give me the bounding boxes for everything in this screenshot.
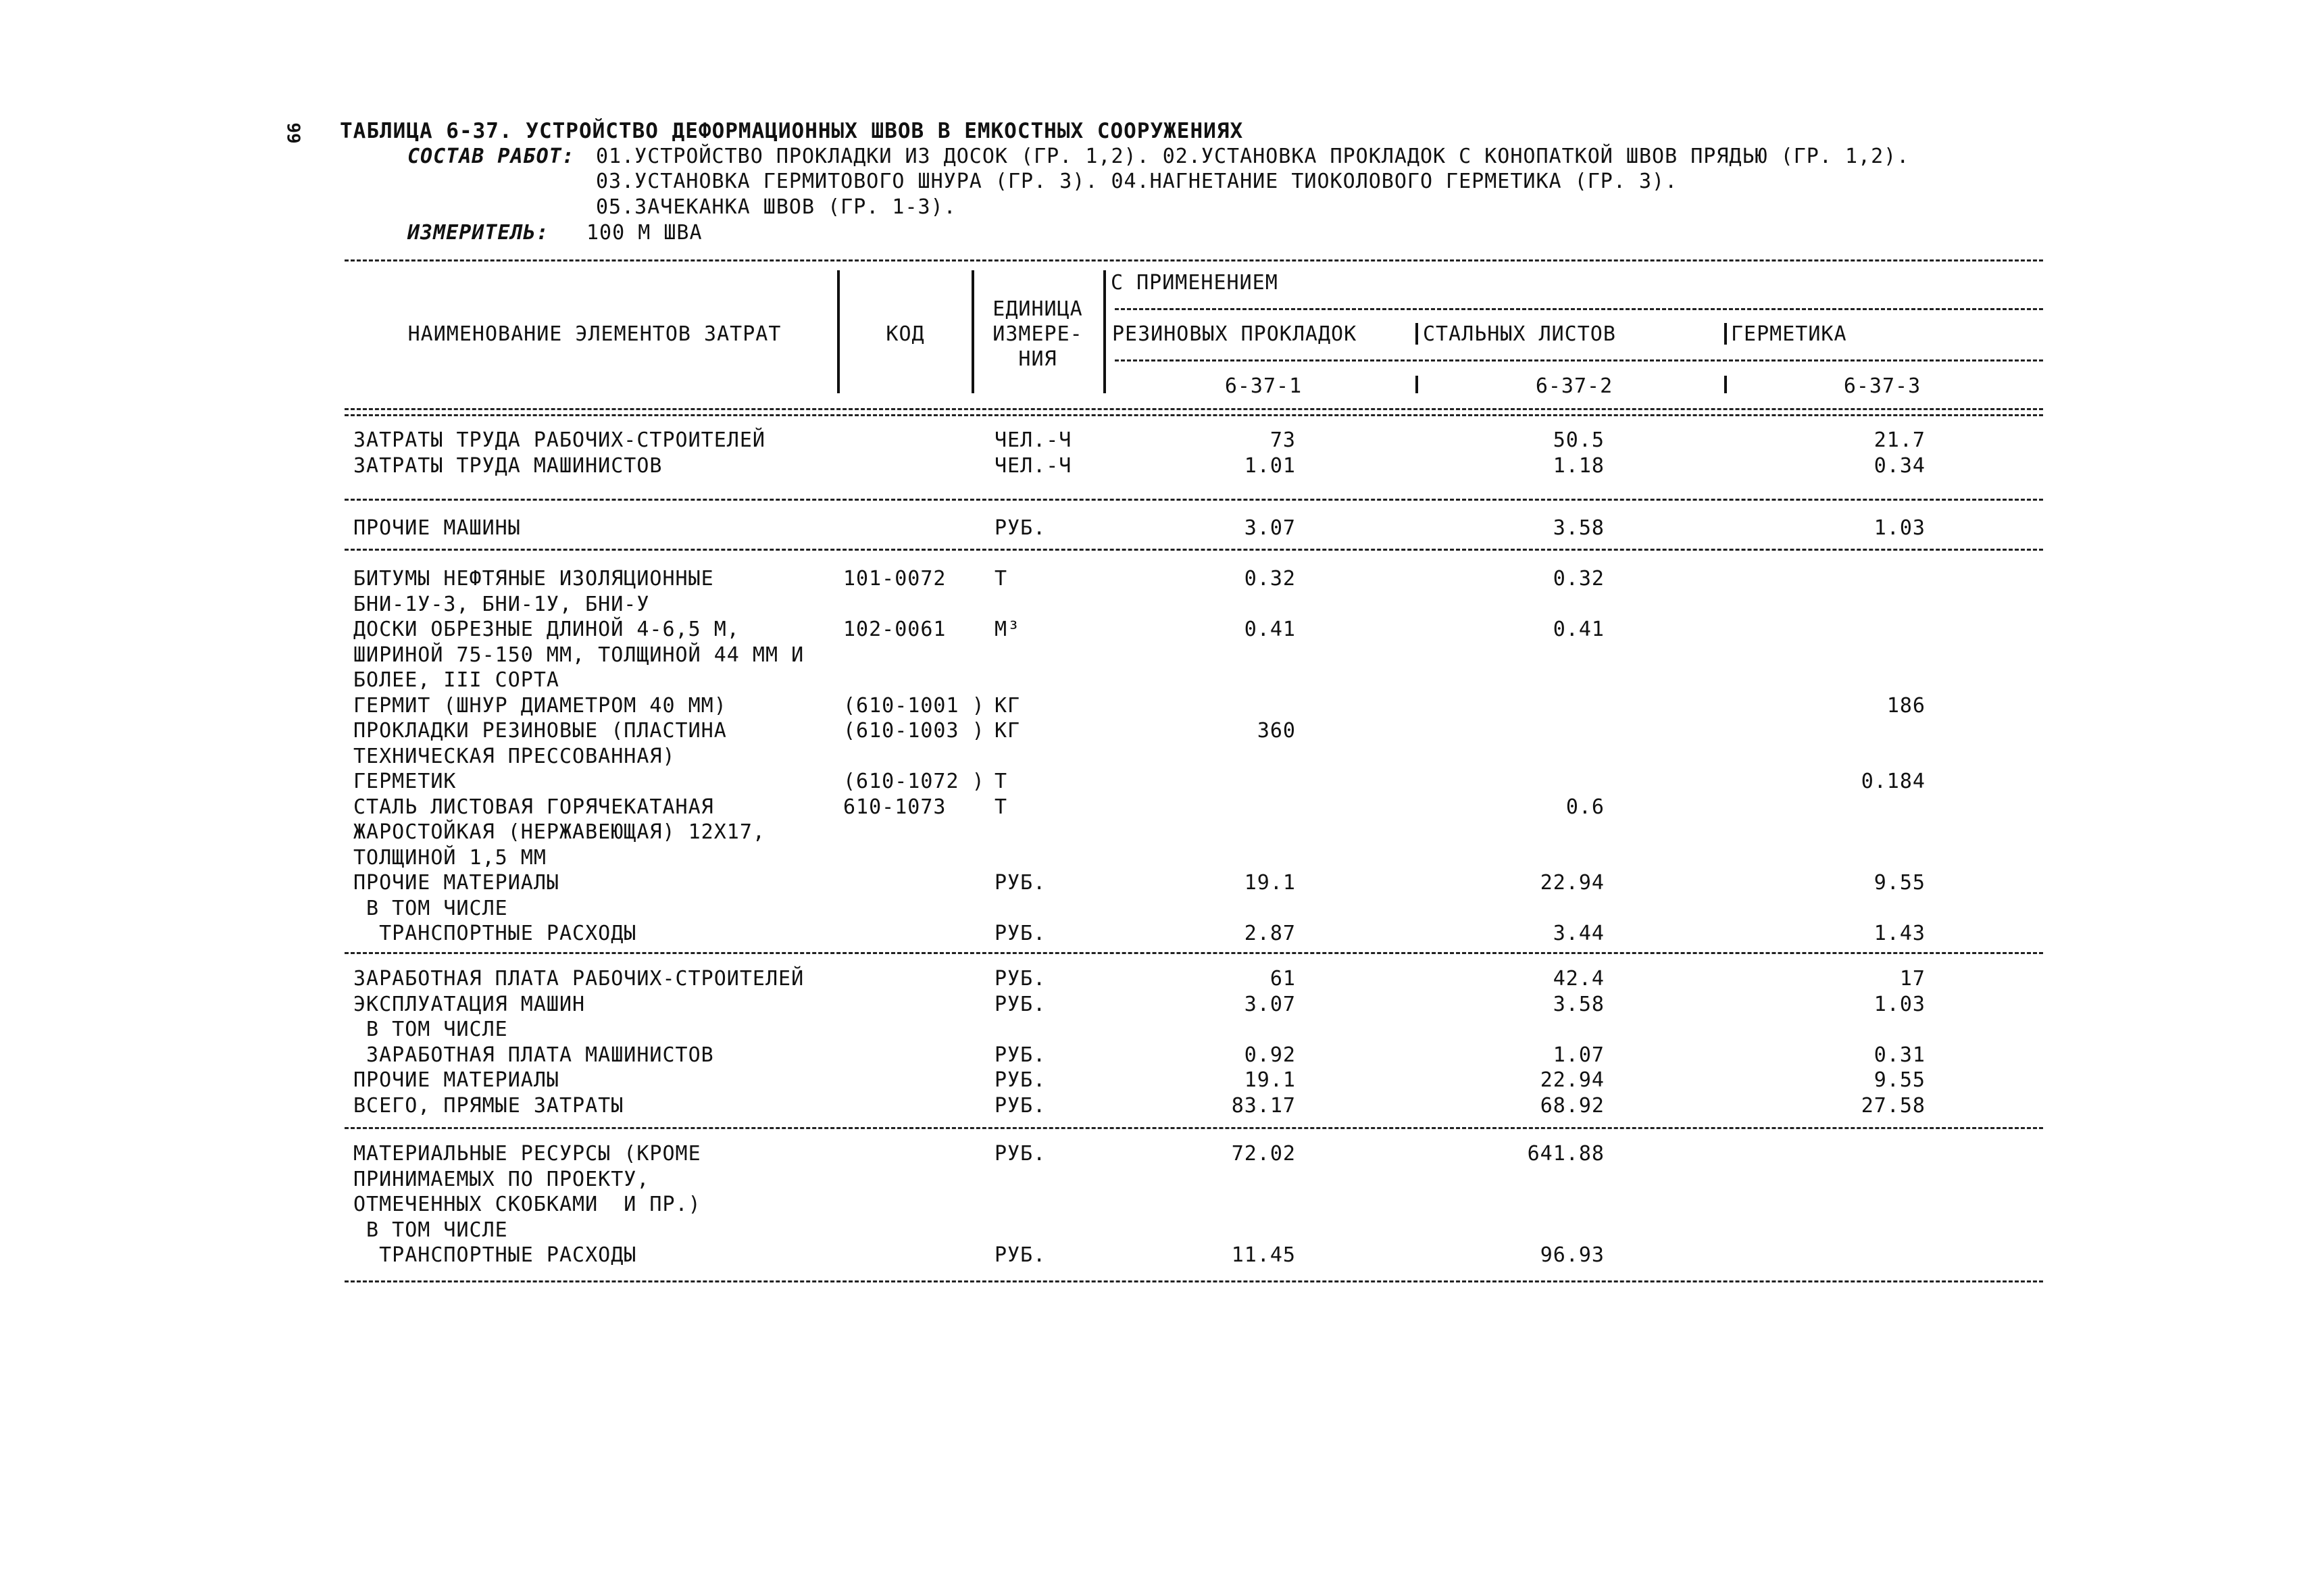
row-name: ТЕХНИЧЕСКАЯ ПРЕССОВАННАЯ) bbox=[353, 744, 676, 768]
row-unit: РУБ. bbox=[995, 1068, 1047, 1092]
page-number: 99 bbox=[282, 122, 303, 144]
column-divider bbox=[1724, 376, 1727, 393]
row-name: ТРАНСПОРТНЫЕ РАСХОДЫ bbox=[353, 1243, 637, 1267]
row-value-1: 83.17 bbox=[1231, 1093, 1296, 1118]
row-value-1: 61 bbox=[1269, 967, 1296, 991]
row-value-3: 0.34 bbox=[1873, 453, 1926, 478]
row-name: ТОЛЩИНОЙ 1,5 ММ bbox=[353, 845, 547, 870]
header-unit: НИЯ bbox=[1018, 347, 1057, 371]
row-unit: КГ bbox=[995, 693, 1021, 718]
row-name: БНИ-1У-3, БНИ-1У, БНИ-У bbox=[353, 592, 650, 616]
row-value-3: 9.55 bbox=[1873, 871, 1926, 895]
header-group: С ПРИМЕНЕНИЕМ bbox=[1111, 271, 1278, 295]
row-value-2: 3.44 bbox=[1553, 922, 1605, 945]
row-value-2: 641.88 bbox=[1527, 1142, 1605, 1166]
row-name: ТРАНСПОРТНЫЕ РАСХОДЫ bbox=[353, 922, 637, 945]
row-name: ПРОКЛАДКИ РЕЗИНОВЫЕ (ПЛАСТИНА bbox=[353, 719, 727, 743]
row-name: В ТОМ ЧИСЛЕ bbox=[353, 896, 508, 920]
row-unit: ЧЕЛ.-Ч bbox=[995, 453, 1072, 478]
row-name: ЗАРАБОТНАЯ ПЛАТА РАБОЧИХ-СТРОИТЕЛЕЙ bbox=[353, 967, 805, 991]
column-divider bbox=[1103, 270, 1106, 393]
row-unit: ЧЕЛ.-Ч bbox=[995, 428, 1072, 452]
row-name: ГЕРМЕТИК bbox=[353, 770, 457, 793]
row-code: (610-1072 ) bbox=[843, 770, 985, 793]
row-unit: РУБ. bbox=[995, 992, 1047, 1016]
column-divider bbox=[1724, 323, 1727, 345]
row-code: 610-1073 bbox=[843, 795, 947, 819]
composition-line: 03.УСТАНОВКА ГЕРМИТОВОГО ШНУРА (ГР. 3). 04.НАГНЕТАНИЕ ТИОКОЛОВОГО ГЕРМЕТИКА (ГР. 3). bbox=[596, 170, 1678, 193]
composition-line: 01.УСТРОЙСТВО ПРОКЛАДКИ ИЗ ДОСОК (ГР. 1,2). 02.УСТАНОВКА ПРОКЛАДОК С КОНОПАТКОЙ ШВОВ ПРЯДЬЮ (ГР. 1,2). bbox=[596, 145, 1910, 168]
row-name: ВСЕГО, ПРЯМЫЕ ЗАТРАТЫ bbox=[353, 1093, 624, 1118]
row-value-1: 73 bbox=[1269, 428, 1296, 452]
header-unit: ЕДИНИЦА bbox=[992, 297, 1083, 321]
row-value-2: 68.92 bbox=[1540, 1093, 1605, 1118]
rule bbox=[345, 259, 2043, 261]
section-rule bbox=[345, 952, 2043, 954]
row-value-2: 50.5 bbox=[1553, 428, 1605, 452]
row-value-1: 3.07 bbox=[1244, 516, 1296, 540]
row-value-2: 42.4 bbox=[1553, 967, 1605, 991]
row-value-2: 0.6 bbox=[1565, 795, 1605, 819]
composition-line: 05.ЗАЧЕКАНКА ШВОВ (ГР. 1-3). bbox=[596, 195, 957, 219]
row-value-2: 3.58 bbox=[1553, 992, 1605, 1016]
row-value-1: 11.45 bbox=[1231, 1243, 1296, 1267]
composition-label: СОСТАВ РАБОТ: bbox=[407, 145, 575, 168]
row-value-1: 3.07 bbox=[1244, 992, 1296, 1016]
column-divider bbox=[837, 270, 840, 393]
rule bbox=[1115, 308, 2043, 310]
row-name: ЗАРАБОТНАЯ ПЛАТА МАШИНИСТОВ bbox=[353, 1043, 714, 1067]
row-value-1: 19.1 bbox=[1244, 871, 1296, 895]
row-code: 102-0061 bbox=[843, 618, 947, 641]
row-value-1: 0.92 bbox=[1244, 1043, 1296, 1067]
row-unit: РУБ. bbox=[995, 1142, 1047, 1166]
row-name: В ТОМ ЧИСЛЕ bbox=[353, 1018, 508, 1041]
row-name: СТАЛЬ ЛИСТОВАЯ ГОРЯЧЕКАТАНАЯ bbox=[353, 795, 714, 819]
column-divider bbox=[1415, 323, 1418, 345]
row-value-3: 186 bbox=[1886, 693, 1926, 718]
row-value-1: 0.32 bbox=[1244, 567, 1296, 591]
row-unit: РУБ. bbox=[995, 871, 1047, 895]
rule bbox=[345, 414, 2043, 416]
column-divider bbox=[972, 270, 974, 393]
row-name: ПРОЧИЕ МАШИНЫ bbox=[353, 516, 521, 540]
row-name: В ТОМ ЧИСЛЕ bbox=[353, 1218, 508, 1242]
row-unit: РУБ. bbox=[995, 922, 1047, 945]
row-name: ЭКСПЛУАТАЦИЯ МАШИН bbox=[353, 992, 586, 1016]
header-code: КОД bbox=[886, 322, 925, 346]
row-name: ДОСКИ ОБРЕЗНЫЕ ДЛИНОЙ 4-6,5 М, bbox=[353, 618, 740, 641]
row-value-2: 0.32 bbox=[1553, 567, 1605, 591]
header-code-1: 6-37-1 bbox=[1224, 374, 1303, 398]
row-name: ПРОЧИЕ МАТЕРИАЛЫ bbox=[353, 1068, 559, 1092]
header-col-3: ГЕРМЕТИКА bbox=[1731, 322, 1847, 346]
header-col-2: СТАЛЬНЫХ ЛИСТОВ bbox=[1423, 322, 1616, 346]
row-unit: Т bbox=[995, 795, 1008, 819]
row-unit: Т bbox=[995, 567, 1008, 591]
row-name: ЗАТРАТЫ ТРУДА МАШИНИСТОВ bbox=[353, 453, 663, 478]
row-value-3: 27.58 bbox=[1861, 1093, 1926, 1118]
row-value-1: 2.87 bbox=[1244, 922, 1296, 945]
row-value-3: 1.43 bbox=[1873, 922, 1926, 945]
row-code: (610-1003 ) bbox=[843, 719, 985, 743]
header-unit: ИЗМЕРЕ- bbox=[992, 322, 1083, 346]
row-unit: РУБ. bbox=[995, 1093, 1047, 1118]
row-value-2: 3.58 bbox=[1553, 516, 1605, 540]
row-unit: РУБ. bbox=[995, 516, 1047, 540]
row-unit: КГ bbox=[995, 719, 1021, 743]
row-code: 101-0072 bbox=[843, 567, 947, 591]
rule bbox=[1115, 359, 2043, 361]
row-unit: Т bbox=[995, 770, 1008, 793]
header-col-1: РЕЗИНОВЫХ ПРОКЛАДОК bbox=[1112, 322, 1357, 346]
row-name: ОТМЕЧЕННЫХ СКОБКАМИ И ПР.) bbox=[353, 1193, 701, 1216]
row-name: МАТЕРИАЛЬНЫЕ РЕСУРСЫ (КРОМЕ bbox=[353, 1142, 701, 1166]
row-value-2: 96.93 bbox=[1540, 1243, 1605, 1267]
row-value-3: 21.7 bbox=[1873, 428, 1926, 452]
header-name: НАИМЕНОВАНИЕ ЭЛЕМЕНТОВ ЗАТРАТ bbox=[407, 322, 782, 346]
row-unit: РУБ. bbox=[995, 967, 1047, 991]
row-value-1: 19.1 bbox=[1244, 1068, 1296, 1092]
row-unit-text: М³ bbox=[995, 618, 1021, 641]
row-value-1: 360 bbox=[1257, 719, 1296, 743]
row-value-3: 9.55 bbox=[1873, 1068, 1926, 1092]
row-name: ЗАТРАТЫ ТРУДА РАБОЧИХ-СТРОИТЕЛЕЙ bbox=[353, 428, 765, 452]
row-name: ШИРИНОЙ 75-150 ММ, ТОЛЩИНОЙ 44 ММ И bbox=[353, 643, 805, 667]
row-unit: РУБ. bbox=[995, 1043, 1047, 1067]
row-name: ЖАРОСТОЙКАЯ (НЕРЖАВЕЮЩАЯ) 12Х17, bbox=[353, 820, 765, 844]
section-rule bbox=[345, 1127, 2043, 1129]
row-unit: РУБ. bbox=[995, 1243, 1047, 1267]
meter-label: ИЗМЕРИТЕЛЬ: bbox=[407, 221, 549, 245]
section-rule bbox=[345, 499, 2043, 501]
row-name: ГЕРМИТ (ШНУР ДИАМЕТРОМ 40 ММ) bbox=[353, 693, 727, 718]
row-value-3: 0.31 bbox=[1873, 1043, 1926, 1067]
column-divider bbox=[1415, 376, 1418, 393]
row-name: БОЛЕЕ, III СОРТА bbox=[353, 668, 559, 692]
row-value-2: 22.94 bbox=[1540, 1068, 1605, 1092]
row-value-3: 1.03 bbox=[1873, 516, 1926, 540]
row-value-3: 0.184 bbox=[1861, 770, 1926, 793]
row-value-3: 1.03 bbox=[1873, 992, 1926, 1016]
meter-value: 100 М ШВА bbox=[586, 221, 703, 245]
row-unit bbox=[995, 618, 1020, 642]
row-value-1: 0.41 bbox=[1244, 618, 1296, 641]
row-value-2: 22.94 bbox=[1540, 871, 1605, 895]
table-title: ТАБЛИЦА 6-37. УСТРОЙСТВО ДЕФОРМАЦИОННЫХ ШВОВ В ЕМКОСТНЫХ СООРУЖЕНИЯХ bbox=[340, 119, 1244, 143]
row-value-2: 1.07 bbox=[1553, 1043, 1605, 1067]
header-code-2: 6-37-2 bbox=[1535, 374, 1613, 398]
row-code: (610-1001 ) bbox=[843, 693, 985, 718]
section-rule bbox=[345, 1280, 2043, 1282]
row-value-1: 72.02 bbox=[1231, 1142, 1296, 1166]
rule bbox=[345, 408, 2043, 410]
row-name: ПРИНИМАЕМЫХ ПО ПРОЕКТУ, bbox=[353, 1167, 650, 1191]
row-value-1: 1.01 bbox=[1244, 453, 1296, 478]
row-name: БИТУМЫ НЕФТЯНЫЕ ИЗОЛЯЦИОННЫЕ bbox=[353, 567, 714, 591]
row-value-3: 17 bbox=[1899, 967, 1926, 991]
row-value-2: 0.41 bbox=[1553, 618, 1605, 641]
header-code-3: 6-37-3 bbox=[1843, 374, 1921, 398]
section-rule bbox=[345, 549, 2043, 551]
row-value-2: 1.18 bbox=[1553, 453, 1605, 478]
row-name: ПРОЧИЕ МАТЕРИАЛЫ bbox=[353, 871, 559, 895]
